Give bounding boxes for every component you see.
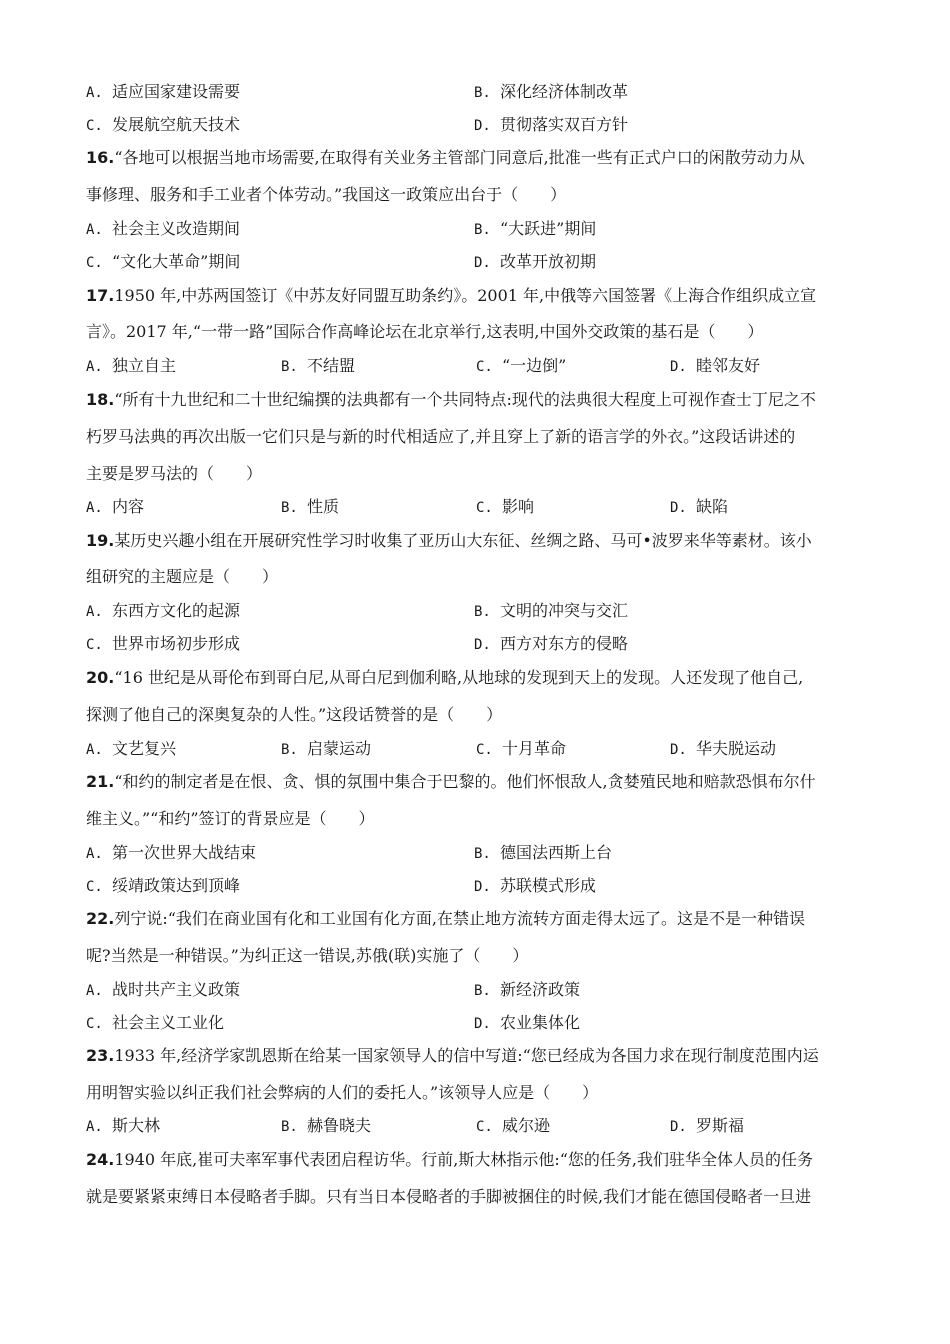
question-text-line bbox=[86, 390, 876, 410]
option-text: 东西方文化的起源 bbox=[112, 601, 241, 620]
answer-option-c bbox=[86, 1013, 224, 1034]
option-text: “大跃进”期间 bbox=[500, 219, 597, 238]
answer-option-d bbox=[474, 876, 596, 897]
question-text-line bbox=[86, 809, 876, 829]
option-text: 第一次世界大战结束 bbox=[112, 843, 257, 862]
question-text: 某历史兴趣小组在开展研究性学习时收集了亚历山大东征、丝绸之路、马可•波罗来华等素材。该小 bbox=[114, 531, 812, 550]
question-text: 就是要紧紧束缚日本侵略者手脚。只有当日本侵略者的手脚被捆住的时候,我们才能在德国侵略者一旦进 bbox=[86, 1187, 812, 1206]
option-letter: C. bbox=[476, 1119, 493, 1135]
option-text: 华夫脱运动 bbox=[696, 739, 777, 758]
option-letter: D. bbox=[474, 118, 491, 134]
option-letter: B. bbox=[474, 604, 491, 620]
option-letter: A. bbox=[86, 1119, 103, 1135]
option-text: 威尔逊 bbox=[502, 1116, 551, 1135]
answer-option-b bbox=[474, 980, 580, 1001]
option-text: 独立自主 bbox=[112, 356, 177, 375]
answer-option-b bbox=[281, 356, 355, 377]
answer-option-c bbox=[86, 115, 240, 136]
question-number: 22. bbox=[86, 909, 115, 928]
option-letter: A. bbox=[86, 85, 103, 101]
question-text: 探测了他自己的深奥复杂的人性。”这段话赞誉的是（ ） bbox=[86, 705, 503, 724]
answer-option-d bbox=[670, 739, 776, 760]
question-text-line bbox=[86, 567, 876, 587]
option-text: 不结盟 bbox=[307, 356, 356, 375]
option-letter: C. bbox=[86, 118, 103, 134]
answer-option-b bbox=[281, 1116, 371, 1137]
option-text: 苏联模式形成 bbox=[500, 876, 597, 895]
option-letter: C. bbox=[476, 359, 493, 375]
option-letter: C. bbox=[476, 500, 493, 516]
option-letter: B. bbox=[281, 500, 298, 516]
question-text: “所有十九世纪和二十世纪编撰的法典都有一个共同特点:现代的法典很大程度上可视作查士丁尼之不 bbox=[114, 390, 816, 409]
question-text: “各地可以根据当地市场需要,在取得有关业务主管部门同意后,批准一些有正式户口的闲散劳动力从 bbox=[114, 148, 805, 167]
answer-option-b bbox=[281, 739, 371, 760]
option-letter: D. bbox=[670, 742, 687, 758]
question-text-line bbox=[86, 286, 876, 306]
option-letter: C. bbox=[86, 255, 103, 271]
answer-option-c bbox=[476, 497, 534, 518]
question-text: 组研究的主题应是（ ） bbox=[86, 567, 279, 586]
question-text-line bbox=[86, 909, 876, 929]
option-letter: A. bbox=[86, 846, 103, 862]
option-text: 德国法西斯上台 bbox=[500, 843, 613, 862]
option-text: 世界市场初步形成 bbox=[112, 634, 241, 653]
answer-option-a bbox=[86, 219, 240, 240]
answer-option-d bbox=[474, 115, 628, 136]
question-text: 1950 年,中苏两国签订《中苏友好同盟互助条约》。2001 年,中俄等六国签署《上海合作组织成立宣 bbox=[114, 286, 817, 305]
answer-option-a bbox=[86, 601, 240, 622]
option-text: “文化大革命”期间 bbox=[112, 252, 241, 271]
option-letter: D. bbox=[474, 255, 491, 271]
option-text: 罗斯福 bbox=[696, 1116, 745, 1135]
option-letter: B. bbox=[474, 846, 491, 862]
answer-option-b bbox=[474, 843, 612, 864]
answer-option-d bbox=[474, 252, 596, 273]
answer-option-a bbox=[86, 1116, 160, 1137]
answer-option-a bbox=[86, 980, 240, 1001]
option-text: 斯大林 bbox=[112, 1116, 161, 1135]
option-text: 社会主义工业化 bbox=[112, 1013, 225, 1032]
question-text: 言》。2017 年,“一带一路”国际合作高峰论坛在北京举行,这表明,中国外交政策的基石是（ ） bbox=[86, 322, 764, 341]
question-text-line bbox=[86, 1187, 876, 1207]
answer-option-c bbox=[476, 739, 566, 760]
option-letter: C. bbox=[86, 1016, 103, 1032]
question-text: 1933 年,经济学家凯恩斯在给某一国家领导人的信中写道:“您已经成为各国力求在现行制度范围内运 bbox=[114, 1046, 819, 1065]
answer-option-b bbox=[281, 497, 339, 518]
option-text: 赫鲁晓夫 bbox=[307, 1116, 372, 1135]
answer-option-c bbox=[86, 634, 240, 655]
option-text: 农业集体化 bbox=[500, 1013, 581, 1032]
answer-option-b bbox=[474, 219, 596, 240]
question-text-line bbox=[86, 946, 876, 966]
option-letter: A. bbox=[86, 983, 103, 999]
answer-option-a bbox=[86, 843, 256, 864]
option-letter: D. bbox=[474, 637, 491, 653]
question-text: 事修理、服务和手工业者个体劳动。”我国这一政策应出台于（ ） bbox=[86, 185, 567, 204]
option-letter: C. bbox=[476, 742, 493, 758]
answer-option-c bbox=[86, 876, 240, 897]
answer-option-a bbox=[86, 356, 176, 377]
answer-option-d bbox=[670, 497, 728, 518]
option-text: 文明的冲突与交汇 bbox=[500, 601, 629, 620]
option-text: 适应国家建设需要 bbox=[112, 82, 241, 101]
option-text: 绥靖政策达到顶峰 bbox=[112, 876, 241, 895]
question-text: “和约的制定者是在恨、贪、惧的氛围中集合于巴黎的。他们怀恨敌人,贪婪殖民地和赔款恐惧布尔什 bbox=[114, 772, 816, 791]
answer-option-d bbox=[474, 1013, 580, 1034]
question-text-line bbox=[86, 705, 876, 725]
option-text: 战时共产主义政策 bbox=[112, 980, 241, 999]
option-letter: A. bbox=[86, 742, 103, 758]
option-text: 社会主义改造期间 bbox=[112, 219, 241, 238]
answer-option-a bbox=[86, 82, 240, 103]
option-letter: D. bbox=[474, 1016, 491, 1032]
question-text-line bbox=[86, 1083, 876, 1103]
answer-option-a bbox=[86, 497, 144, 518]
question-text: 维主义。”“和约”签订的背景应是（ ） bbox=[86, 809, 375, 828]
question-text: 朽罗马法典的再次出版一它们只是与新的时代相适应了,并且穿上了新的语言学的外衣。”这段话讲述的 bbox=[86, 427, 796, 446]
question-text-line bbox=[86, 148, 876, 168]
option-text: 发展航空航天技术 bbox=[112, 115, 241, 134]
answer-option-d bbox=[670, 356, 760, 377]
option-letter: D. bbox=[670, 500, 687, 516]
answer-option-c bbox=[476, 1116, 550, 1137]
option-text: 文艺复兴 bbox=[112, 739, 177, 758]
option-letter: C. bbox=[86, 637, 103, 653]
option-text: “一边倒” bbox=[502, 356, 567, 375]
question-text-line bbox=[86, 185, 876, 205]
option-letter: D. bbox=[670, 1119, 687, 1135]
option-text: 内容 bbox=[112, 497, 145, 516]
question-text: 1940 年底,崔可夫率军事代表团启程访华。行前,斯大林指示他:“您的任务,我们驻华全体人员的任务 bbox=[114, 1150, 813, 1169]
question-text: “16 世纪是从哥伦布到哥白尼,从哥白尼到伽利略,从地球的发现到天上的发现。人还发现了他自己, bbox=[114, 668, 804, 687]
answer-option-d bbox=[670, 1116, 744, 1137]
option-letter: B. bbox=[474, 222, 491, 238]
option-letter: A. bbox=[86, 359, 103, 375]
question-text-line bbox=[86, 1046, 876, 1066]
question-text-line bbox=[86, 464, 876, 484]
option-text: 深化经济体制改革 bbox=[500, 82, 629, 101]
answer-option-c bbox=[86, 252, 240, 273]
question-number: 23. bbox=[86, 1046, 115, 1065]
question-number: 24. bbox=[86, 1150, 115, 1169]
option-text: 十月革命 bbox=[502, 739, 567, 758]
question-text-line bbox=[86, 322, 876, 342]
option-letter: B. bbox=[281, 1119, 298, 1135]
option-letter: C. bbox=[86, 879, 103, 895]
question-text-line bbox=[86, 1150, 876, 1170]
question-text: 呢?当然是一种错误。”为纠正这一错误,苏俄(联)实施了（ ） bbox=[86, 946, 529, 965]
answer-option-d bbox=[474, 634, 628, 655]
question-number: 16. bbox=[86, 148, 115, 167]
option-text: 性质 bbox=[307, 497, 340, 516]
option-letter: B. bbox=[474, 983, 491, 999]
option-text: 缺陷 bbox=[696, 497, 729, 516]
option-text: 影响 bbox=[502, 497, 535, 516]
question-text-line bbox=[86, 427, 876, 447]
question-text: 用明智实验以纠正我们社会弊病的人们的委托人。”该领导人应是（ ） bbox=[86, 1083, 599, 1102]
answer-option-b bbox=[474, 82, 628, 103]
option-letter: A. bbox=[86, 604, 103, 620]
option-text: 启蒙运动 bbox=[307, 739, 372, 758]
option-text: 睦邻友好 bbox=[696, 356, 761, 375]
question-text-line bbox=[86, 531, 876, 551]
option-letter: A. bbox=[86, 500, 103, 516]
question-text-line bbox=[86, 772, 876, 792]
option-text: 新经济政策 bbox=[500, 980, 581, 999]
question-text: 主要是罗马法的（ ） bbox=[86, 464, 263, 483]
question-number: 21. bbox=[86, 772, 115, 791]
option-letter: B. bbox=[281, 742, 298, 758]
option-letter: B. bbox=[281, 359, 298, 375]
answer-option-a bbox=[86, 739, 176, 760]
option-letter: D. bbox=[670, 359, 687, 375]
question-number: 18. bbox=[86, 390, 115, 409]
question-number: 19. bbox=[86, 531, 115, 550]
question-number: 17. bbox=[86, 286, 115, 305]
option-letter: B. bbox=[474, 85, 491, 101]
question-text: 列宁说:“我们在商业国有化和工业国有化方面,在禁止地方流转方面走得太远了。这是不是一种错误 bbox=[114, 909, 806, 928]
answer-option-c bbox=[476, 356, 566, 377]
question-number: 20. bbox=[86, 668, 115, 687]
option-text: 贯彻落实双百方针 bbox=[500, 115, 629, 134]
answer-option-b bbox=[474, 601, 628, 622]
option-text: 改革开放初期 bbox=[500, 252, 597, 271]
option-text: 西方对东方的侵略 bbox=[500, 634, 629, 653]
option-letter: A. bbox=[86, 222, 103, 238]
option-letter: D. bbox=[474, 879, 491, 895]
question-text-line bbox=[86, 668, 876, 688]
